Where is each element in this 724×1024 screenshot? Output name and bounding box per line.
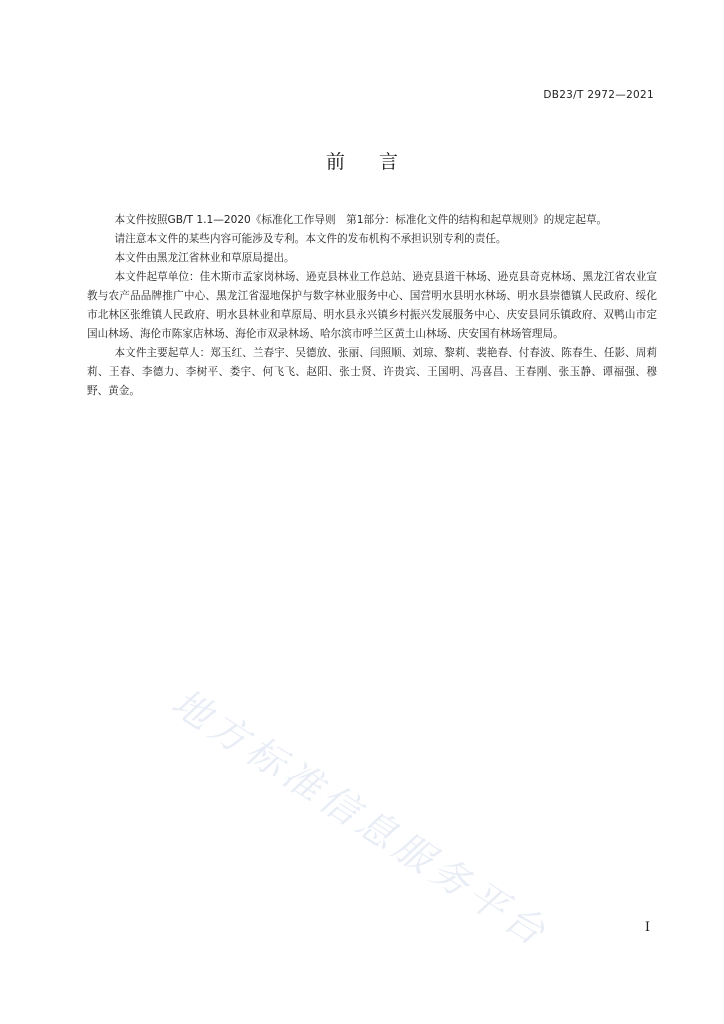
page-title: 前言 — [325, 151, 432, 173]
paragraph-patent-notice: 请注意本文件的某些内容可能涉及专利。本文件的发布机构不承担识别专利的责任。 — [114, 233, 507, 245]
document-id: DB23/T 2972—2021 — [543, 89, 654, 101]
foreword-body — [87, 211, 657, 401]
paragraph-drafting-rules: 本文件按照GB/T 1.1—2020《标准化工作导则 第1部分：标准化文件的结构和起草规则》的规定起草。 — [114, 214, 608, 226]
page-number: I — [644, 920, 650, 935]
watermark: 地方标准信息服务平台 — [164, 679, 558, 957]
paragraph-drafting-units: 本文件起草单位：佳木斯市孟家岗林场、逊克县林业工作总站、逊克县道干林场、逊克县奇克林场、黑龙江省农业宣教与农产品品牌推广中心、黑龙江省湿地保护与数字林业服务中心、国营明水县明水林场、明水县崇德镇人民政府、绥化市北林区张维镇人民政府、明水县林业和草原局、明水县永兴镇乡村振兴发展服务中心、庆安县同乐镇政府、双鸭山市定国山林场、海伦市陈家店林场、海伦市双录林场、哈尔滨市呼兰区黄土山林场、庆安国有林场管理局。 — [87, 271, 657, 340]
paragraph-drafters: 本文件主要起草人：郑玉红、兰春宇、吴德放、张丽、闫照顺、刘琼、黎莉、裴艳春、付春波、陈春生、任影、周莉莉、王春、李德力、李树平、娄宇、何飞飞、赵阳、张士贤、许贵宾、王国明、冯喜昌、王春刚、张玉静、谭福强、穆野、黄金。 — [87, 347, 657, 397]
paragraph-proposer: 本文件由黑龙江省林业和草原局提出。 — [114, 252, 295, 264]
